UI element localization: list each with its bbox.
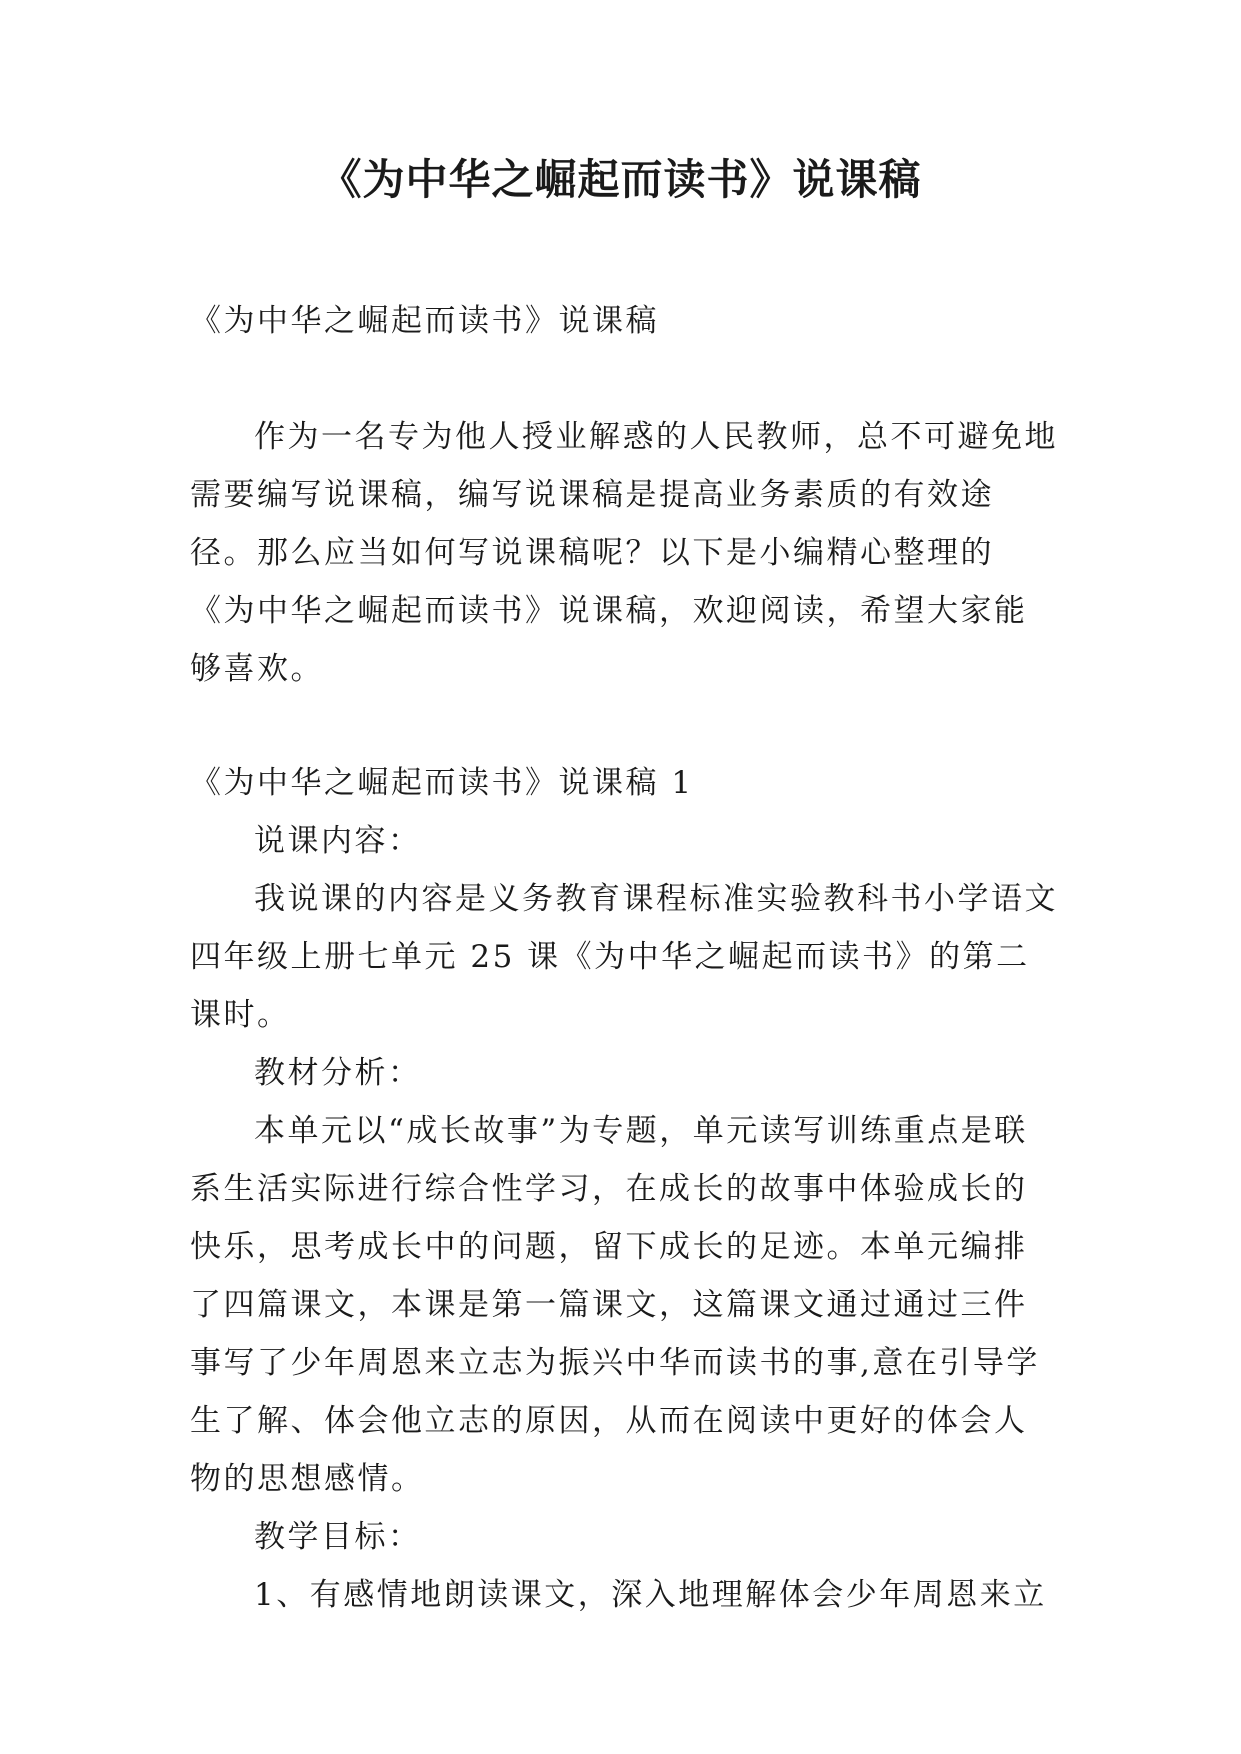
analysis-label: 教材分析： (254, 1055, 422, 1091)
document-title: 《为中华之崛起而读书》说课稿 (319, 155, 922, 204)
analysis-paragraph: 本单元以“成长故事”为专题，单元读写训练重点是联系生活实际进行综合性学习，在成长的故事中体验成长的快乐，思考成长中的问题，留下成长的足迹。本单元编排了四篇课文，本课是第一篇课文，这篇课文通过通过三件事写了少年周恩来立志为振兴中华而读书的事,意在引导学生了解、体会他立志的原因，从而在阅读中更好的体会人物的思想感情。 (190, 1113, 1040, 1497)
goals-label: 教学目标： (254, 1519, 422, 1555)
document-subtitle: 《为中华之崛起而读书》说课稿 (190, 303, 659, 339)
content-label: 说课内容： (254, 823, 422, 859)
intro-paragraph: 作为一名专为他人授业解惑的人民教师，总不可避免地需要编写说课稿，编写说课稿是提高业务素质的有效途径。那么应当如何写说课稿呢？以下是小编精心整理的《为中华之崛起而读书》说课稿，欢迎阅读，希望大家能够喜欢。 (190, 419, 1058, 687)
document-body (190, 292, 1060, 1624)
content-paragraph: 我说课的内容是义务教育课程标准实验教科书小学语文四年级上册七单元 25 课《为中华之崛起而读书》的第二课时。 (190, 881, 1058, 1033)
section-heading: 《为中华之崛起而读书》说课稿 1 (190, 765, 694, 801)
goal-item-1: 1、有感情地朗读课文，深入地理解体会少年周恩来立 (254, 1577, 1047, 1613)
